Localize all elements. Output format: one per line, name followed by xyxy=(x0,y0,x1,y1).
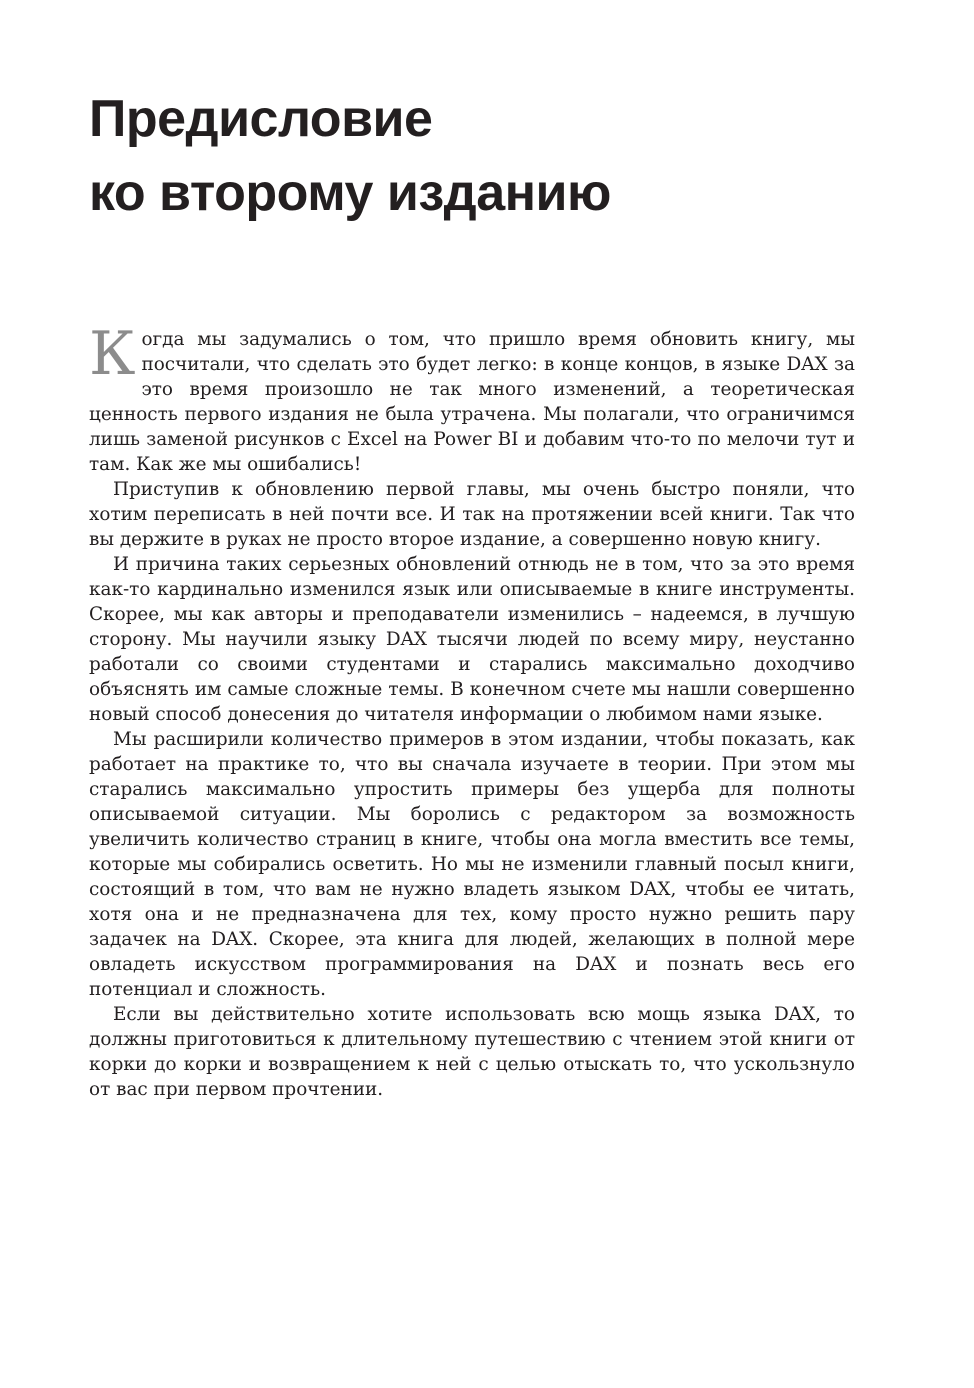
paragraph-5: Если вы действительно хотите использовать всю мощь языка DAX, то должны приготовиться к длительному путешествию с чтением этой книги от корки до корки и возвращением к ней с целью отыскать то, что ускользнуло от вас при первом прочтении. xyxy=(89,1004,855,1100)
paragraph-4: Мы расширили количество примеров в этом издании, чтобы показать, как работает на практике то, что вы сначала изучаете в теории. При этом мы старались максимально упростить примеры без ущерба для полноты описываемой ситуации. Мы боролись с редактором за возможность увеличить количество страниц в книге, чтобы она могла вместить все темы, которые мы собирались осветить. Но мы не изменили главный посыл книги, состоящий в том, что вам не нужно владеть языком DAX, чтобы ее читать, хотя она и не предназначена для тех, кому просто нужно решить пару задачек на DAX. Скорее, эта книга для людей, желающих в полной мере овладеть искусством программирования на DAX и познать весь его потенциал и сложность. xyxy=(89,729,855,1000)
paragraph-3: И причина таких серьезных обновлений отнюдь не в том, что за это время как-то кардинально изменился язык или описываемые в книге инструменты. Скорее, мы как авторы и преподаватели изменились – надеемся, в лучшую сторону. Мы научили языку DAX тысячи людей по всему миру, неустанно работали со своими студентами и старались максимально доходчиво объяснять им самые сложные темы. В конечном счете мы нашли совершенно новый способ донесения до читателя информации о любимом нами языке. xyxy=(89,554,855,725)
chapter-title xyxy=(89,82,869,230)
paragraph-1 xyxy=(89,319,855,477)
drop-cap: К xyxy=(89,319,136,389)
paragraph-1-text: огда мы задумались о том, что пришло время обновить книгу, мы посчитали, что сделать это будет легко: в конце концов, в языке DAX за это время произошло не так много изменений, а теоретическая ценность первого издания не была утрачена. Мы полагали, что ограничимся лишь заменой рисунков с Excel на Power BI и добавим что-то по мелочи тут и там. Как же мы ошибались! xyxy=(89,329,855,475)
chapter-title-line-1: Предисловие xyxy=(89,90,433,148)
body-text xyxy=(89,319,855,1102)
paragraph-2: Приступив к обновлению первой главы, мы очень быстро поняли, что хотим переписать в ней почти все. И так на протяжении всей книги. Так что вы держите в руках не просто второе издание, а совершенно новую книгу. xyxy=(89,479,855,550)
chapter-title-line-2: ко второму изданию xyxy=(89,164,611,222)
